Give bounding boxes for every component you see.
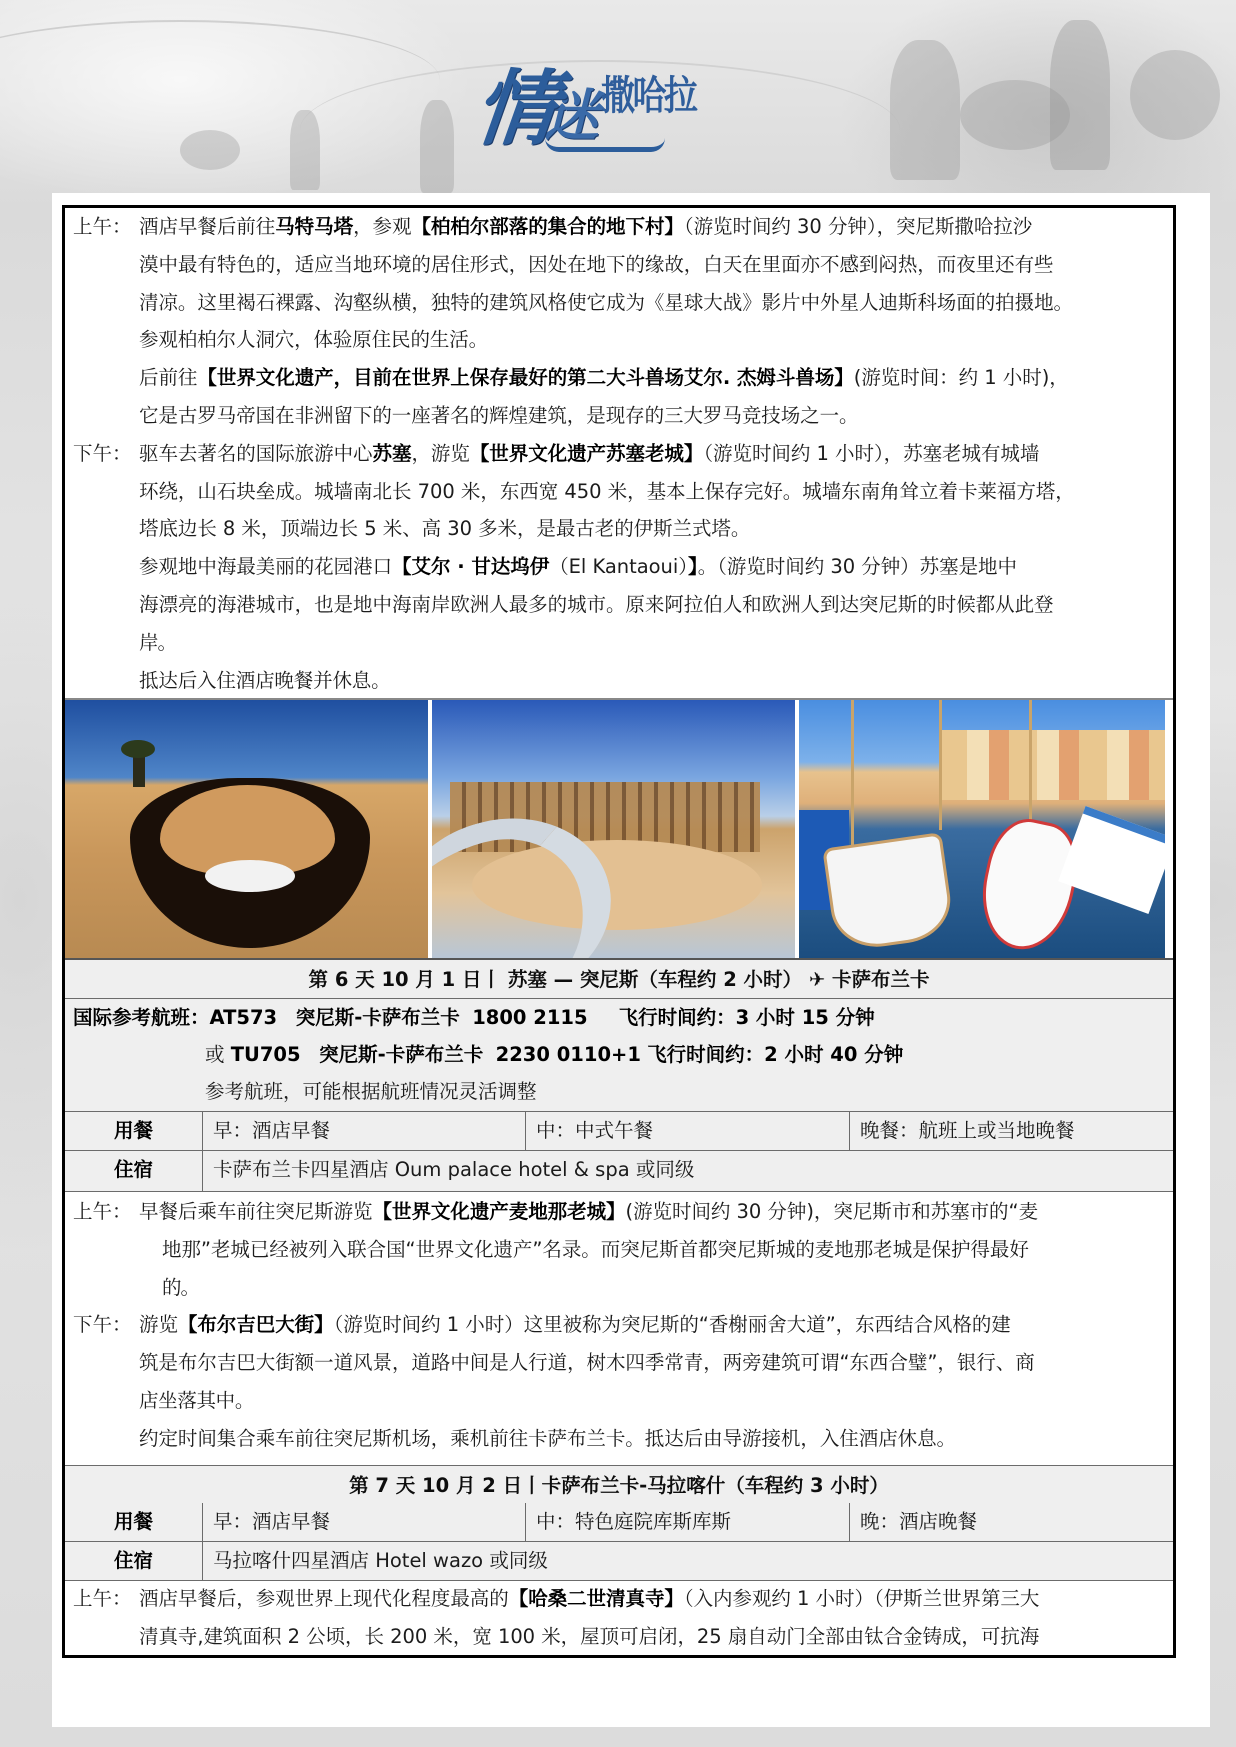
logo-glyph-2: 迷	[543, 83, 599, 149]
day6-lodging-row	[65, 1151, 1173, 1192]
header-banner	[0, 0, 1236, 193]
body-text: 。（游览时间约 30 分钟）苏塞是地中	[697, 555, 1017, 579]
flight-duration: 2 小时 40 分钟	[764, 1043, 904, 1066]
caravan-silhouette	[290, 110, 320, 190]
text-line	[139, 586, 1165, 624]
text-line	[139, 397, 1165, 435]
body-text: 后前往	[139, 366, 198, 390]
flight-alt-prefix: 或	[205, 1043, 225, 1066]
morning-lines	[139, 1580, 1165, 1656]
day5-afternoon	[65, 435, 1173, 700]
day6-flights	[65, 999, 1173, 1112]
highlight-text: 】	[687, 555, 698, 579]
body-text: 游览	[139, 1313, 178, 1337]
flight-route: 突尼斯-卡萨布兰卡	[319, 1043, 484, 1066]
day6-header: 第 6 天 10 月 1 日丨 苏塞 — 突尼斯（车程约 2 小时） ✈ 卡萨布兰卡	[65, 960, 1173, 999]
flights-label: 国际参考航班：	[73, 1006, 210, 1029]
body-text: （游览时间约 1 小时）这里被称为突尼斯的“香榭丽舍大道”，东西结合风格的建	[333, 1313, 1011, 1337]
flight-note: 参考航班，可能根据航班情况灵活调整	[205, 1080, 537, 1103]
logo-swoosh	[545, 138, 665, 152]
breakfast-cell: 早：酒店早餐	[203, 1112, 526, 1150]
text-line	[139, 473, 1165, 511]
camel-silhouette	[960, 80, 1070, 150]
highlight-text: 【柏柏尔部落的集合的地下村】	[411, 215, 684, 238]
photo-el-jem	[432, 700, 799, 958]
body-text: 抵达后入住酒店晚餐并休息。	[139, 668, 391, 692]
body-text: 清凉。这里褐石裸露、沟壑纵横，独特的建筑风格使它成为《星球大战》影片中外星人迪斯科场面的拍摄地。	[139, 290, 1074, 314]
morning-label: 上午：	[73, 1587, 132, 1610]
body-text: 的。	[162, 1275, 200, 1299]
text-line	[139, 1382, 1165, 1420]
afternoon-label: 下午：	[73, 441, 132, 465]
text-line	[139, 1193, 1165, 1231]
flight-number: AT573	[209, 1006, 278, 1029]
palm-tree-shape	[121, 740, 155, 758]
meals-label: 用餐	[65, 1112, 203, 1150]
day6-morning	[65, 1193, 1173, 1306]
body-text: （入内参观约 1 小时）（伊斯兰世界第三大	[683, 1587, 1040, 1610]
flight-times: 1800 2115	[472, 1006, 588, 1029]
text-line	[139, 1580, 1165, 1618]
highlight-text: 【艾尔 · 甘达坞伊	[392, 555, 550, 579]
body-text: 参观地中海最美丽的花园港口	[139, 555, 393, 579]
boat-shape	[822, 832, 955, 953]
lodging-value: 马拉喀什四星酒店 Hotel wazo 或同级	[213, 1549, 548, 1572]
camel-silhouette	[1130, 50, 1220, 140]
lunch-cell: 中：特色庭院库斯库斯	[526, 1503, 850, 1541]
flight-row-1	[73, 999, 875, 1037]
day7-lodging-row	[65, 1542, 1173, 1581]
text-line	[139, 1420, 1165, 1458]
body-text: 早餐后乘车前往突尼斯游览	[139, 1200, 373, 1223]
flight-duration-label: 飞行时间约：	[618, 1006, 736, 1029]
flight-row-2	[205, 1036, 903, 1074]
highlight-text: 【世界文化遗产苏塞老城】	[469, 441, 704, 465]
mast-shape	[851, 700, 854, 850]
dinner-cell: 晚餐：航班上或当地晚餐	[860, 1119, 1075, 1142]
flight-route: 突尼斯-卡萨布兰卡	[295, 1006, 460, 1029]
boat-shape	[1058, 806, 1165, 914]
text-line	[162, 1269, 1165, 1307]
morning-label: 上午：	[73, 1200, 132, 1223]
text-line	[139, 246, 1165, 284]
lodging-label: 住宿	[65, 1151, 203, 1191]
text-line	[139, 1344, 1165, 1382]
highlight-text: 马特马塔	[275, 215, 354, 238]
day6-afternoon	[65, 1306, 1173, 1457]
morning-lines	[139, 1193, 1165, 1306]
body-text: ，参观	[353, 215, 412, 238]
lodging-label: 住宿	[65, 1542, 203, 1580]
flight-duration-label: 飞行时间约：	[647, 1043, 765, 1066]
text-line	[139, 284, 1165, 322]
logo-glyph-1: 情	[469, 61, 557, 157]
afternoon-lines	[139, 435, 1165, 700]
itinerary-table	[62, 205, 1176, 1658]
body-text: 酒店早餐后，参观世界上现代化程度最高的	[139, 1587, 509, 1610]
photo-strip	[65, 698, 1173, 960]
body-text: (游览时间：约 1 小时)，	[853, 366, 1069, 390]
body-text: 约定时间集合乘车前往突尼斯机场，乘机前往卡萨布兰卡。抵达后由导游接机，入住酒店休息。	[139, 1426, 957, 1450]
meals-label: 用餐	[65, 1503, 203, 1541]
text-line	[139, 510, 1165, 548]
day7-meals-row	[65, 1503, 1173, 1542]
afternoon-label: 下午：	[73, 1313, 132, 1337]
body-text: 漠中最有特色的，适应当地环境的居住形式，因处在地下的缘故，白天在里面亦不感到闷热，而夜里还有些	[139, 252, 1054, 276]
highlight-text: 苏塞	[372, 441, 412, 465]
body-text: 筑是布尔吉巴大街额一道风景，道路中间是人行道，树木四季常青，两旁建筑可谓“东西合璧”，银行、商	[139, 1351, 1035, 1375]
highlight-text: 【世界文化遗产，目前在世界上保存最好的第二大斗兽场艾尔. 杰姆斗兽场】	[197, 366, 854, 390]
day6-description	[65, 1193, 1173, 1465]
text-line	[139, 662, 1165, 700]
day5-morning	[65, 208, 1173, 435]
mast-shape	[939, 700, 942, 830]
body-text: 环绕，山石块垒成。城墙南北长 700 米，东西宽 450 米，基本上保存完好。城墙东南角耸立着卡莱福方塔，	[139, 479, 1075, 503]
text-line	[139, 1306, 1165, 1344]
day5-description	[65, 208, 1173, 698]
text-line	[162, 1231, 1165, 1269]
text-line	[139, 208, 1165, 246]
dinner-cell: 晚：酒店晚餐	[860, 1510, 978, 1533]
body-text: 塔底边长 8 米，顶端边长 5 米、高 30 多米，是最古老的伊斯兰式塔。	[139, 517, 751, 541]
body-text: 参观柏柏尔人洞穴，体验原住民的生活。	[139, 328, 489, 352]
body-text: 清真寺,建筑面积 2 公顷，长 200 米，宽 100 米，屋顶可启闭，25 扇自动门全部由钛合金铸成，可抗海	[139, 1624, 1040, 1648]
flight-number: TU705	[230, 1043, 301, 1066]
text-line	[139, 321, 1165, 359]
body-text: ，游览	[411, 441, 470, 465]
day7-header: 第 7 天 10 月 2 日丨卡萨布兰卡-马拉喀什（车程约 3 小时）	[65, 1465, 1173, 1504]
lodging-value: 卡萨布兰卡四星酒店 Oum palace hotel & spa 或同级	[213, 1158, 695, 1181]
body-text: （El Kantaoui）	[549, 555, 688, 579]
afternoon-lines	[139, 1306, 1165, 1457]
photo-shape	[205, 860, 295, 892]
flight-times: 2230 0110+1	[495, 1043, 641, 1066]
caravan-silhouette	[180, 130, 240, 170]
body-text: 驱车去著名的国际旅游中心	[139, 441, 373, 465]
caravan-silhouette	[420, 100, 454, 193]
lunch-cell: 中：中式午餐	[526, 1112, 850, 1150]
photo-shape	[939, 730, 1165, 800]
text-line	[139, 435, 1165, 473]
text-line	[139, 1618, 1165, 1656]
highlight-text: 【哈桑二世清真寺】	[508, 1587, 684, 1610]
day7-morning	[65, 1580, 1173, 1656]
morning-label: 上午：	[73, 215, 132, 238]
highlight-text: 【世界文化遗产麦地那老城】	[372, 1200, 626, 1223]
body-text: 店坐落其中。	[139, 1388, 255, 1412]
text-line	[139, 624, 1165, 662]
body-text: （游览时间约 1 小时），苏塞老城有城墙	[703, 441, 1040, 465]
body-text: 它是古罗马帝国在非洲留下的一座著名的辉煌建筑，是现存的三大罗马竞技场之一。	[139, 403, 859, 427]
day7-description	[65, 1580, 1173, 1658]
body-text: 岸。	[139, 630, 177, 654]
body-text: （游览时间约 30 分钟），突尼斯撒哈拉沙	[683, 215, 1033, 238]
morning-lines	[139, 208, 1165, 435]
text-line	[139, 359, 1165, 397]
body-text: 地那”老城已经被列入联合国“世界文化遗产”名录。而突尼斯首都突尼斯城的麦地那老城是保护得最好	[162, 1237, 1029, 1261]
camel-silhouette	[890, 40, 960, 180]
day6-meals-row	[65, 1112, 1173, 1151]
logo-glyph-3: 撒哈拉	[601, 73, 696, 119]
flight-duration: 3 小时 15 分钟	[735, 1006, 875, 1029]
breakfast-cell: 早：酒店早餐	[203, 1503, 526, 1541]
body-text: 海漂亮的海港城市，也是地中海南岸欧洲人最多的城市。原来阿拉伯人和欧洲人到达突尼斯的时候都从此登	[139, 592, 1054, 616]
highlight-text: 【布尔吉巴大街】	[177, 1313, 334, 1337]
text-line	[139, 548, 1165, 586]
page-title-logo	[469, 30, 795, 157]
body-text: 酒店早餐后前往	[139, 215, 276, 238]
body-text: (游览时间约 30 分钟)，突尼斯市和苏塞市的“麦	[625, 1200, 1039, 1223]
photo-harbour	[799, 700, 1165, 958]
photo-matmata	[65, 700, 432, 958]
